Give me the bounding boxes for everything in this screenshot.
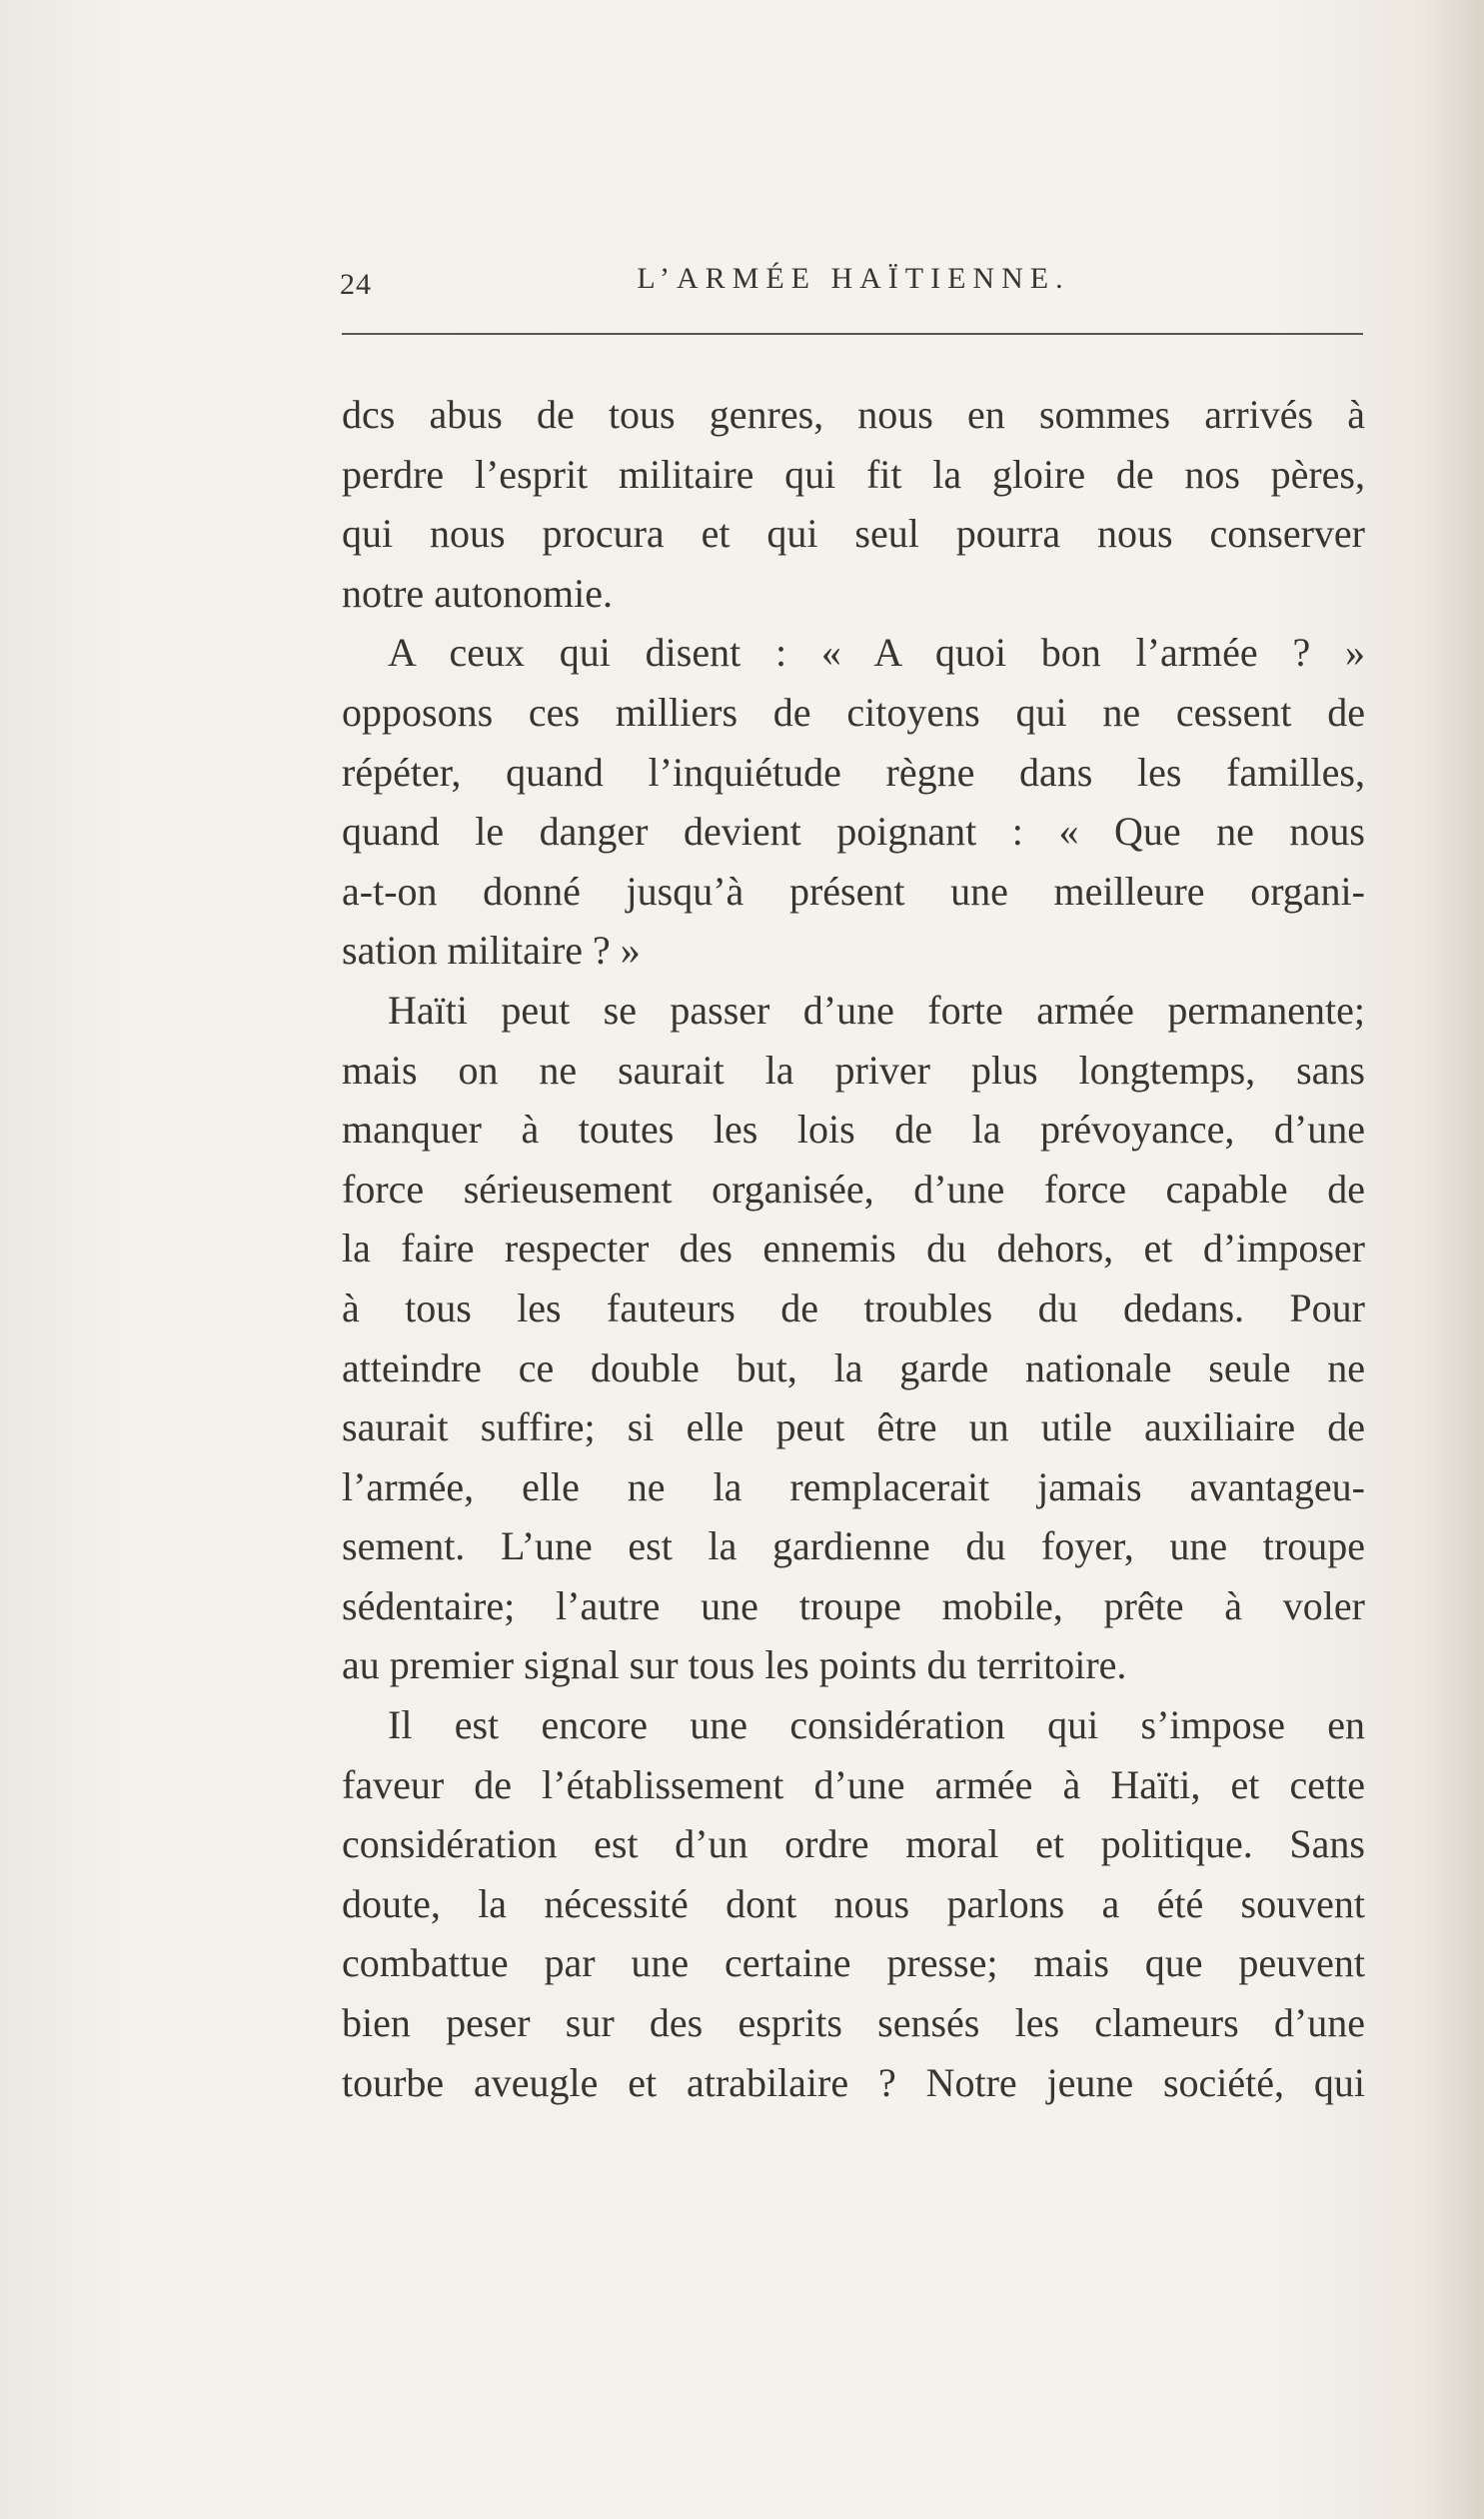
- text-line: considération est d’un ordre moral et politique. Sans: [342, 1821, 1365, 1867]
- header-rule: [342, 333, 1363, 335]
- text-line: Il est encore une considération qui s’impose en: [388, 1702, 1365, 1748]
- text-line: A ceux qui disent : « A quoi bon l’armée ? »: [388, 630, 1365, 676]
- text-line: perdre l’esprit militaire qui fit la gloire de nos pères,: [342, 451, 1365, 497]
- text-line: a-t-on donné jusqu’à présent une meilleure organi-: [342, 868, 1365, 914]
- page-number: 24: [340, 268, 372, 301]
- body-text: [342, 385, 1365, 2112]
- text-line: manquer à toutes les lois de la prévoyance, d’une: [342, 1107, 1365, 1153]
- text-line: l’armée, elle ne la remplacerait jamais avantageu-: [342, 1463, 1365, 1509]
- text-line: à tous les fauteurs de troubles du dedans. Pour: [342, 1284, 1365, 1330]
- text-line: faveur de l’établissement d’une armée à Haïti, et cette: [342, 1761, 1365, 1807]
- text-line: quand le danger devient poignant : « Que ne nous: [342, 809, 1365, 855]
- running-title: L’ARMÉE HAÏTIENNE.: [637, 262, 1070, 295]
- text-line: atteindre ce double but, la garde nationale seule ne: [342, 1344, 1365, 1390]
- text-line: sédentaire; l’autre une troupe mobile, prête à voler: [342, 1582, 1365, 1628]
- text-line: qui nous procura et qui seul pourra nous conserver: [342, 511, 1365, 557]
- text-line: combattue par une certaine presse; mais que peuvent: [342, 1940, 1365, 1986]
- text-line: au premier signal sur tous les points du territoire.: [342, 1642, 1127, 1688]
- text-line: doute, la nécessité dont nous parlons a été souvent: [342, 1880, 1365, 1926]
- text-line: bien peser sur des esprits sensés les clameurs d’une: [342, 2000, 1365, 2046]
- text-line: dcs abus de tous genres, nous en sommes arrivés à: [342, 392, 1365, 437]
- text-line: sation militaire ? »: [342, 928, 641, 974]
- text-line: notre autonomie.: [342, 570, 614, 616]
- text-line: la faire respecter des ennemis du dehors, et d’imposer: [342, 1226, 1365, 1271]
- text-line: Haïti peut se passer d’une forte armée permanente;: [388, 987, 1365, 1033]
- text-line: opposons ces milliers de citoyens qui ne cessent de: [342, 689, 1365, 735]
- text-line: force sérieusement organisée, d’une force capable de: [342, 1166, 1365, 1212]
- text-line: mais on ne saurait la priver plus longtemps, sans: [342, 1047, 1365, 1093]
- text-line: sement. L’une est la gardienne du foyer, une troupe: [342, 1523, 1365, 1569]
- text-line: saurait suffire; si elle peut être un utile auxiliaire de: [342, 1404, 1365, 1450]
- text-line: répéter, quand l’inquiétude règne dans les familles,: [342, 749, 1365, 795]
- text-line: tourbe aveugle et atrabilaire ? Notre jeune société, qui: [342, 2059, 1365, 2105]
